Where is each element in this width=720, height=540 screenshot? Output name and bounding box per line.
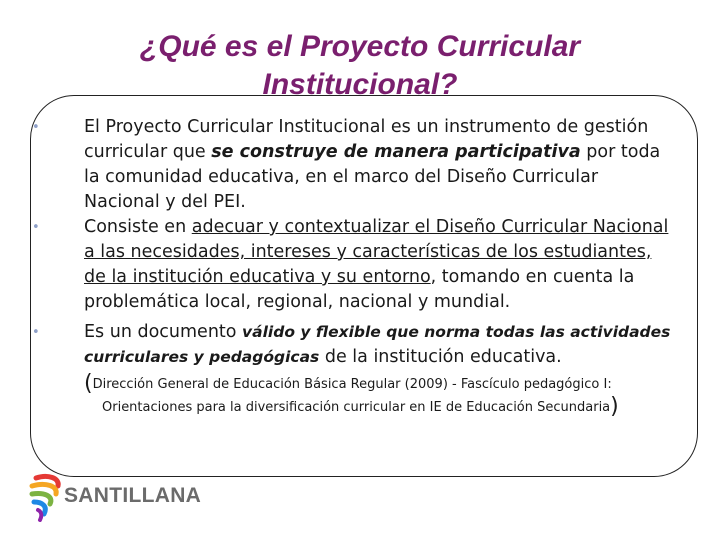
bullet-1-emphasis: se construye de manera participativa (211, 142, 581, 162)
bullet-dot-icon: • (32, 120, 40, 135)
bullet-item-2 (32, 215, 672, 315)
bullet-3-text-end: de la institución educativa. (319, 347, 562, 367)
slide-title-line-1: ¿Qué es el Proyecto Curricular (139, 30, 581, 64)
citation-line-1: Dirección General de Educación Básica Regular (2009) - Fascículo pedagógico I: (92, 377, 612, 392)
citation-line-2-wrap (84, 394, 672, 420)
bullet-list (32, 115, 672, 420)
bullet-item-3 (32, 320, 672, 420)
bullet-2-underlined: adecuar y contextualizar el Diseño Curricular Nacional a las necesidades, intereses y características de los estudiantes, de la institución educativa y su entorno (84, 217, 669, 287)
bullet-1-text-end: por toda la comunidad educativa, en el marco del Diseño Curricular Nacional y del PEI. (84, 142, 661, 212)
slide-title (0, 28, 720, 104)
citation-close-paren: ) (610, 394, 619, 419)
bullet-2-text-end: , tomando en cuenta la problemática local, regional, nacional y mundial. (84, 267, 635, 312)
brand-name: SANTILLANA (64, 484, 202, 507)
slide-title-line-2: Institucional? (262, 68, 458, 102)
bullet-1-text: El Proyecto Curricular Institucional es un instrumento de gestión curricular que (84, 117, 649, 162)
citation (84, 371, 672, 420)
bullet-dot-icon: • (32, 220, 40, 235)
bullet-2-text: Consiste en (84, 217, 192, 237)
bullet-dot-icon: • (32, 325, 40, 340)
citation-open-paren: ( (84, 371, 93, 396)
bullet-item-1 (32, 115, 672, 215)
citation-line-2: Orientaciones para la diversificación curricular en IE de Educación Secundaria (102, 400, 611, 415)
bullet-3-emphasis: válido y flexible que norma todas las actividades curriculares y pedagógicas (84, 323, 671, 366)
bullet-3-text: Es un documento (84, 322, 243, 342)
santillana-logo (28, 472, 202, 522)
santillana-swirl-icon (28, 472, 64, 522)
